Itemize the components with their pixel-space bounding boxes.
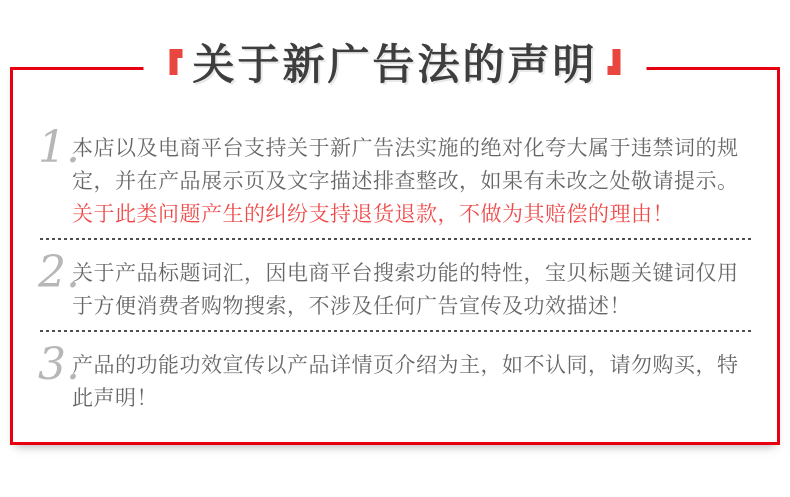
title-banner [143,38,646,92]
statement-content [10,70,780,415]
statement-item-3 [38,339,754,415]
item-text: 产品的功能功效宣传以产品详情页介绍为主，如不认同，请勿购买，特此声明！ [72,354,739,410]
left-corner-bracket-icon [169,49,182,75]
page-title: 关于新广告法的声明 [192,41,598,88]
right-corner-bracket-icon [608,49,621,75]
dashed-divider [40,330,752,332]
statement-item-2 [38,247,754,323]
item-highlight-text: 关于此类问题产生的纠纷支持退货退款，不做为其赔偿的理由！ [72,203,674,226]
item-text: 关于产品标题词汇，因电商平台搜索功能的特性，宝贝标题关键词仅用于方便消费者购物搜索，不涉及任何广告宣传及功效描述！ [72,262,739,318]
item-number: 3. [38,339,80,390]
item-text-block [72,257,754,323]
item-text-block [72,132,754,231]
item-number: 1. [38,122,80,173]
item-text: 本店以及电商平台支持关于新广告法实施的绝对化夸大属于违禁词的规定，并在产品展示页及文字描述排查整改，如果有未改之处敬请提示。 [72,137,739,193]
dashed-divider [40,238,752,240]
item-text-block [72,349,754,415]
statement-item-1 [38,122,754,231]
item-number: 2. [38,247,80,298]
